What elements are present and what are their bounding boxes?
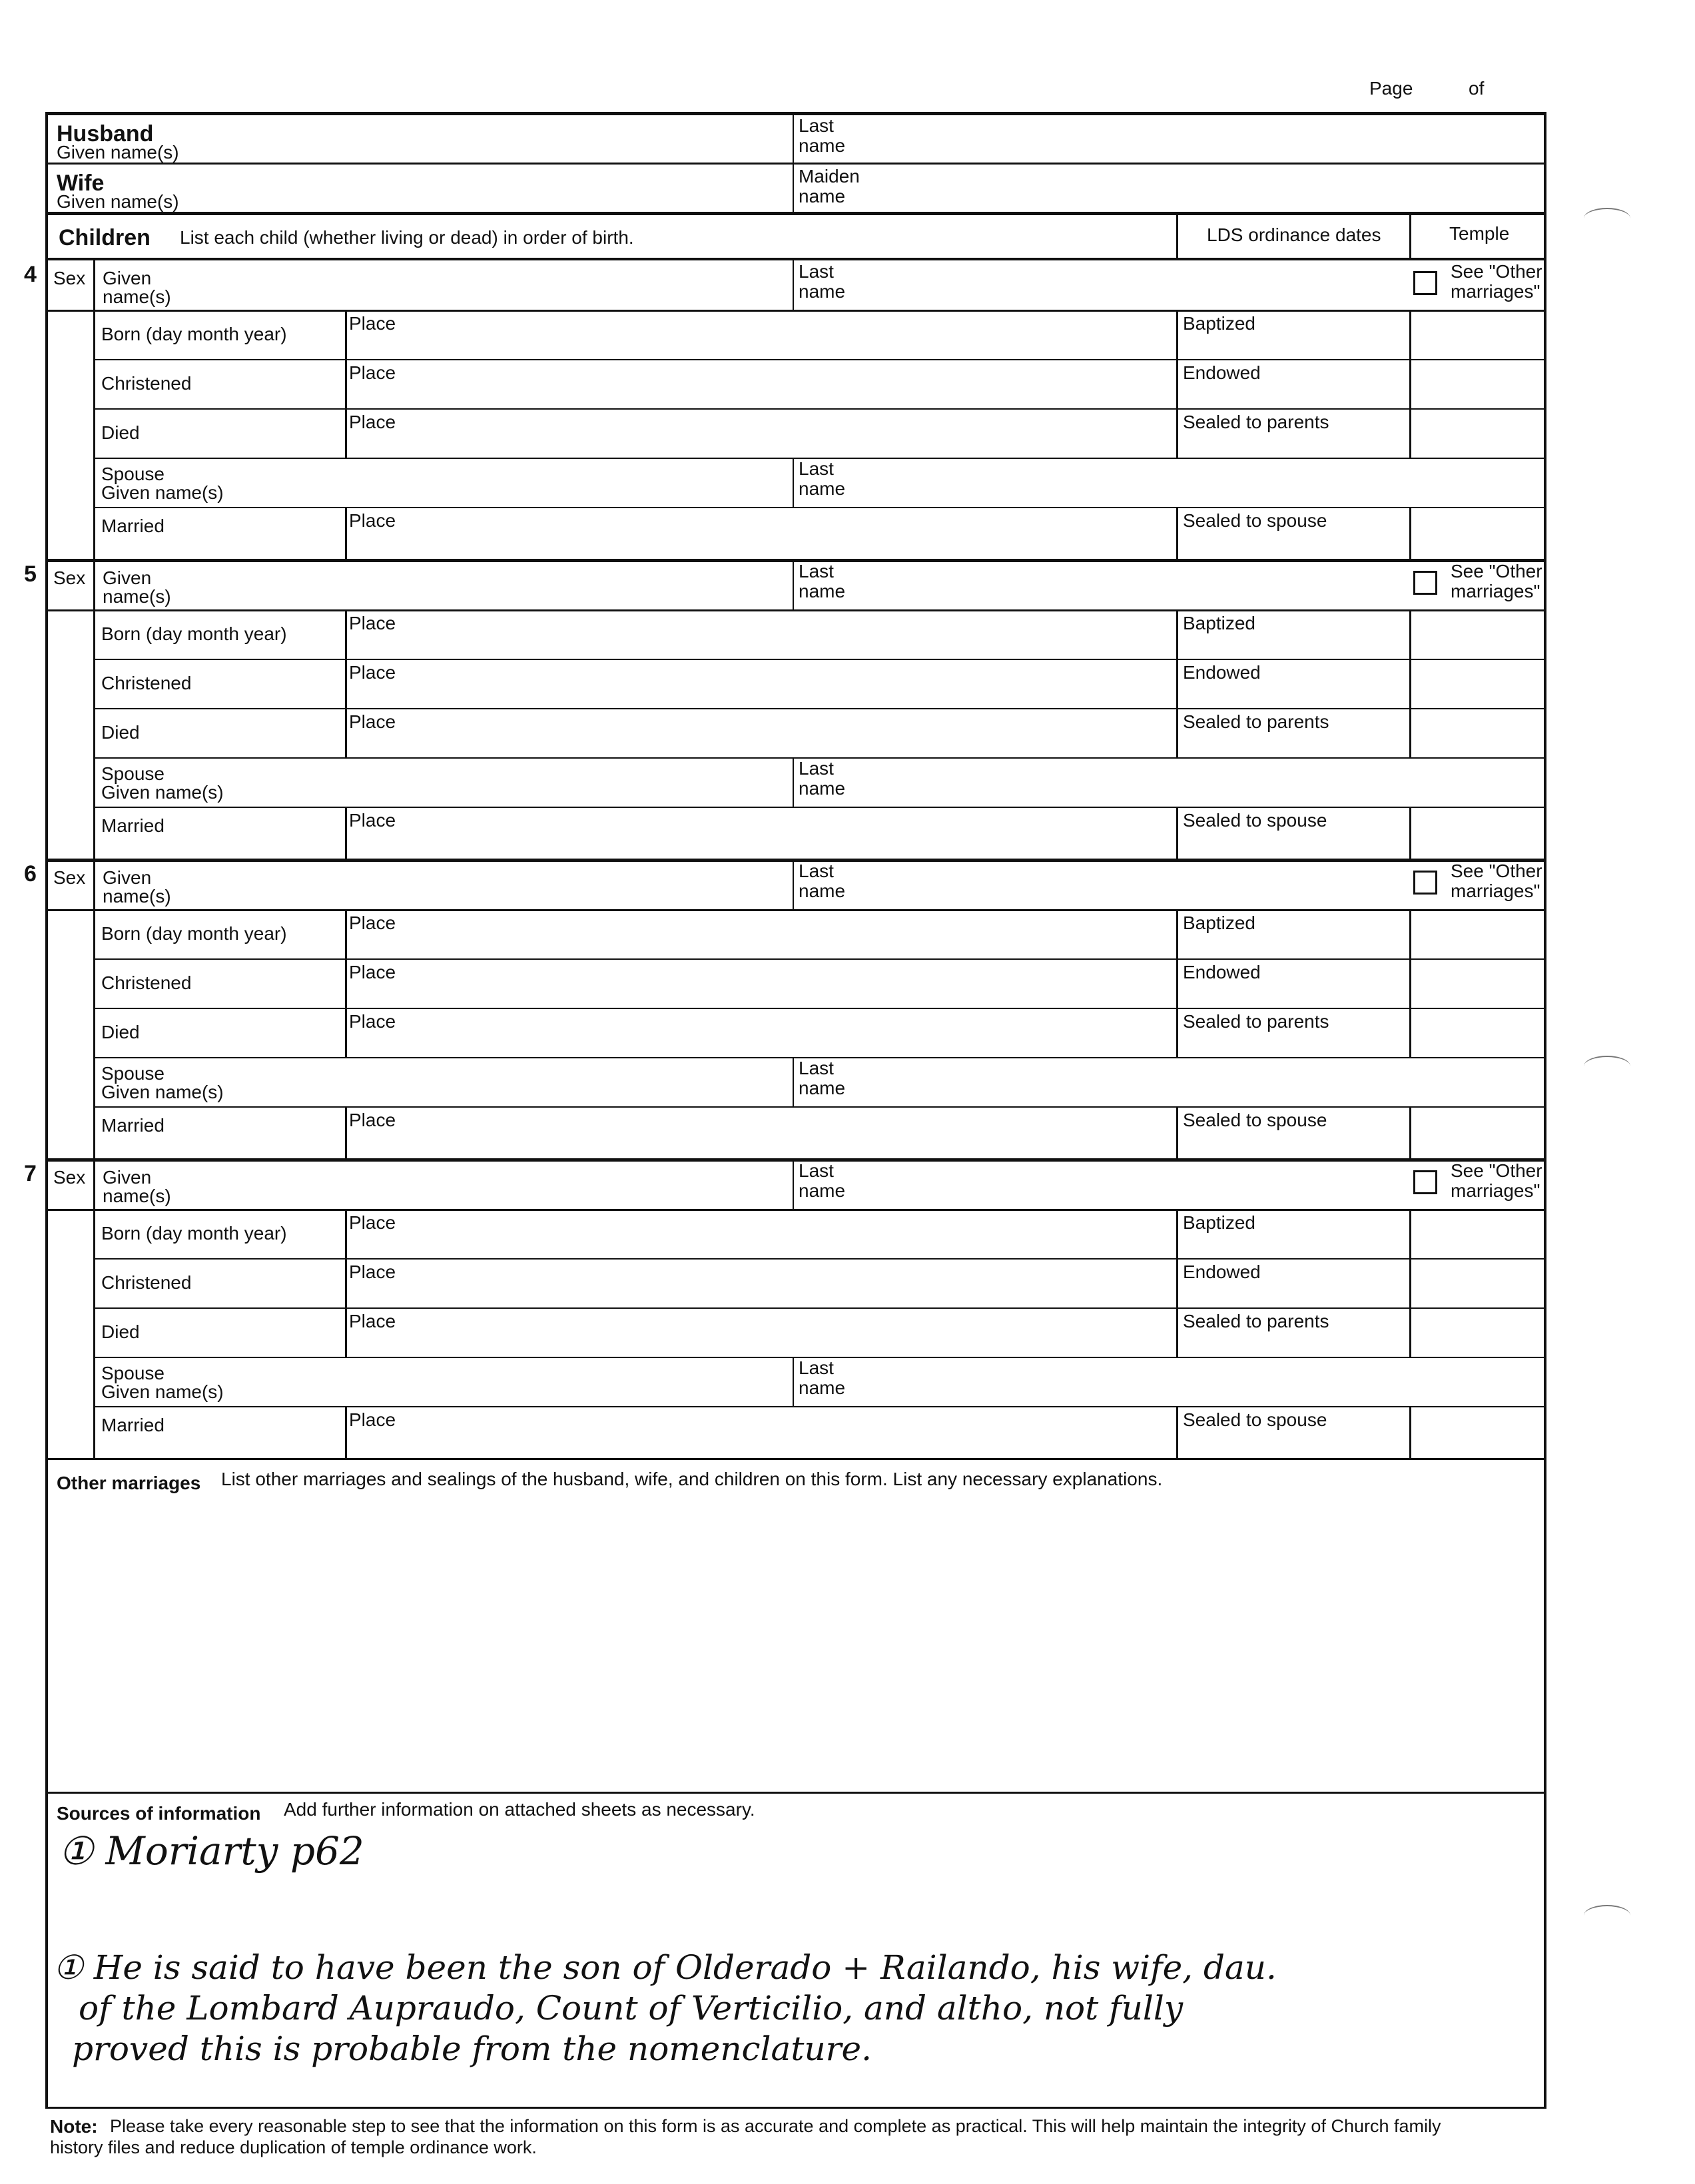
child-5-spouse-last-field[interactable] xyxy=(866,760,1538,804)
child-7-row-line xyxy=(48,1209,1545,1211)
lds-ordinance-header: LDS ordinance dates xyxy=(1207,224,1381,245)
child-6-ordinance-divider xyxy=(1176,909,1178,1057)
note-line-2: history files and reduce duplication of temple ordinance work. xyxy=(50,2137,537,2157)
child-7-endowed-field[interactable] xyxy=(1183,1282,1405,1305)
husband-given-label: Given name(s) xyxy=(57,142,179,163)
child-6-born-place-label: Place xyxy=(349,912,396,933)
child-5-born-place-field[interactable] xyxy=(349,633,1172,656)
wife-maiden-label-2: name xyxy=(799,186,846,206)
child-5-sealed-to-parents-temple-field[interactable] xyxy=(1413,711,1540,755)
child-5-baptized-field[interactable] xyxy=(1183,633,1405,656)
child-6-christened-label: Christened xyxy=(101,972,192,993)
child-7-sealed-to-parents-field[interactable] xyxy=(1183,1331,1405,1354)
child-4-row-line xyxy=(48,310,1545,312)
child-4-spouse-last-label: Last xyxy=(799,458,834,479)
child-7-row-line xyxy=(95,1406,1545,1407)
other-marriages-field[interactable] xyxy=(53,1499,1538,1785)
child-5-last-field[interactable] xyxy=(866,563,1399,607)
child-7-sex-label: Sex xyxy=(53,1167,86,1188)
child-5-spouse-last-divider xyxy=(793,757,794,807)
sources-title: Sources of information xyxy=(57,1803,261,1824)
child-5-born-place-label: Place xyxy=(349,613,396,633)
child-5-row-line xyxy=(95,807,1545,808)
child-4-spouse-label-2: Given name(s) xyxy=(101,482,224,503)
child-6-spouse-given-field[interactable] xyxy=(266,1060,786,1104)
child-6-married-place-label: Place xyxy=(349,1110,396,1130)
child-6-last-label-2: name xyxy=(799,881,846,901)
child-6-baptized-field[interactable] xyxy=(1183,933,1405,956)
husband-last-field[interactable] xyxy=(866,115,1538,161)
child-6-row-line xyxy=(95,958,1545,960)
child-6-sealed-to-spouse-temple-field[interactable] xyxy=(1413,1109,1540,1156)
child-7-married-place-label: Place xyxy=(349,1409,396,1430)
child-4-married-place-label: Place xyxy=(349,510,396,531)
child-6-sealed-to-parents-temple-field[interactable] xyxy=(1413,1010,1540,1054)
child-5-born-label: Born (day month year) xyxy=(101,623,287,644)
child-4-born-label: Born (day month year) xyxy=(101,324,287,344)
child-5-last-label-2: name xyxy=(799,581,846,601)
child-6-spouse-last-label-2: name xyxy=(799,1078,846,1098)
child-6-given-label: Given xyxy=(103,867,152,888)
child-5-given-label: Given xyxy=(103,567,152,588)
child-5-died-place-field[interactable] xyxy=(349,732,1172,755)
child-7-last-field[interactable] xyxy=(866,1162,1399,1206)
child-7-given-field[interactable] xyxy=(200,1162,786,1206)
child-6-sex-label: Sex xyxy=(53,867,86,888)
child-7-given-label: Given xyxy=(103,1167,152,1188)
child-6-divider xyxy=(45,859,1546,862)
child-5-christened-place-label: Place xyxy=(349,662,396,683)
child-4-born-place-field[interactable] xyxy=(349,334,1172,356)
child-4-born-place-label: Place xyxy=(349,313,396,334)
child-7-number: 7 xyxy=(24,1161,37,1186)
child-6-sealed-to-spouse-field[interactable] xyxy=(1183,1130,1405,1156)
child-7-see-other-label: See "Other xyxy=(1451,1160,1542,1181)
child-5-baptized-temple-field[interactable] xyxy=(1413,612,1540,656)
child-4-sealed-to-spouse-label: Sealed to spouse xyxy=(1183,510,1327,531)
child-7-sealed-to-spouse-temple-field[interactable] xyxy=(1413,1409,1540,1455)
handwritten-note-line-2: of the Lombard Aupraudo, Count of Verticilio, and altho, not fully xyxy=(79,1989,1184,2027)
child-6-sealed-spouse-divider xyxy=(1176,1106,1178,1160)
child-4-see-other-label: See "Other xyxy=(1451,261,1542,282)
child-6-row-line xyxy=(95,1008,1545,1009)
child-7-married-place-field[interactable] xyxy=(349,1430,1172,1455)
child-4-christened-place-field[interactable] xyxy=(349,383,1172,406)
child-7-died-label: Died xyxy=(101,1321,140,1342)
child-5-sealed-to-spouse-label: Sealed to spouse xyxy=(1183,810,1327,831)
child-7-christened-label: Christened xyxy=(101,1272,192,1293)
child-6-given-label-2: name(s) xyxy=(103,886,171,907)
child-6-baptized-temple-field[interactable] xyxy=(1413,912,1540,956)
child-5-christened-place-field[interactable] xyxy=(349,683,1172,705)
child-4-row-line xyxy=(95,507,1545,508)
child-5-sealed-to-spouse-field[interactable] xyxy=(1183,831,1405,856)
child-4-other-marriages-checkbox[interactable] xyxy=(1413,271,1437,295)
child-6-spouse-label: Spouse xyxy=(101,1063,165,1084)
wife-maiden-label: Maiden xyxy=(799,166,860,186)
child-4-endowed-label: Endowed xyxy=(1183,362,1261,383)
child-7-spouse-last-field[interactable] xyxy=(866,1359,1538,1403)
child-5-spouse-label: Spouse xyxy=(101,763,165,784)
child-6-died-place-label: Place xyxy=(349,1011,396,1032)
child-5-see-other-label: See "Other xyxy=(1451,561,1542,581)
wife-given-field[interactable] xyxy=(200,165,786,210)
child-7-sealed-to-parents-label: Sealed to parents xyxy=(1183,1311,1329,1331)
child-4-spouse-label: Spouse xyxy=(101,464,165,484)
child-5-died-label: Died xyxy=(101,722,140,743)
child-4-number: 4 xyxy=(24,262,37,287)
child-6-see-other-label-2: marriages" xyxy=(1451,881,1540,901)
child-7-temple-spouse-divider xyxy=(1409,1406,1411,1459)
child-7-sealed-spouse-divider xyxy=(1176,1406,1178,1459)
child-6-sealed-to-spouse-label: Sealed to spouse xyxy=(1183,1110,1327,1130)
child-6-baptized-label: Baptized xyxy=(1183,912,1255,933)
child-7-spouse-given-field[interactable] xyxy=(266,1359,786,1403)
note-title: Note: xyxy=(50,2116,98,2137)
child-4-last-label: Last xyxy=(799,261,834,282)
child-7-see-other-label-2: marriages" xyxy=(1451,1180,1540,1201)
child-5-spouse-label-2: Given name(s) xyxy=(101,782,224,803)
child-4-sex-divider xyxy=(93,260,95,560)
child-7-spouse-last-label: Last xyxy=(799,1357,834,1378)
children-title: Children xyxy=(59,225,151,250)
child-5-died-place-label: Place xyxy=(349,711,396,732)
temple-header: Temple xyxy=(1449,223,1510,244)
child-6-row-line xyxy=(48,909,1545,911)
child-7-christened-place-label: Place xyxy=(349,1262,396,1282)
other-marriages-instruction: List other marriages and sealings of the husband, wife, and children on this form. List any necessary explanations. xyxy=(221,1469,1163,1489)
child-5-sealed-to-parents-field[interactable] xyxy=(1183,732,1405,755)
child-4-married-place-field[interactable] xyxy=(349,531,1172,556)
child-5-sealed-to-spouse-temple-field[interactable] xyxy=(1413,809,1540,856)
child-4-endowed-field[interactable] xyxy=(1183,383,1405,406)
husband-given-field[interactable] xyxy=(200,115,786,161)
child-7-place-divider xyxy=(345,1209,347,1357)
child-7-baptized-label: Baptized xyxy=(1183,1212,1255,1233)
handwritten-source-1: ① Moriarty p62 xyxy=(59,1828,364,1874)
child-4-given-field[interactable] xyxy=(200,263,786,307)
child-5-row-line xyxy=(95,708,1545,709)
child-6-given-field[interactable] xyxy=(200,863,786,907)
child-6-married-place-field[interactable] xyxy=(349,1130,1172,1156)
child-5-temple-spouse-divider xyxy=(1409,807,1411,860)
child-5-christened-label: Christened xyxy=(101,673,192,693)
child-7-born-place-label: Place xyxy=(349,1212,396,1233)
child-5-sex-divider xyxy=(93,560,95,860)
child-7-married-label: Married xyxy=(101,1415,165,1435)
child-7-last-divider xyxy=(793,1160,794,1209)
child-7-sealed-to-spouse-label: Sealed to spouse xyxy=(1183,1409,1327,1430)
child-6-endowed-field[interactable] xyxy=(1183,982,1405,1005)
children-instruction: List each child (whether living or dead) in order of birth. xyxy=(180,227,634,248)
child-4-row-line xyxy=(95,359,1545,360)
child-5-spouse-last-label-2: name xyxy=(799,778,846,799)
child-5-married-place-divider xyxy=(345,807,347,860)
child-6-sealed-to-parents-field[interactable] xyxy=(1183,1032,1405,1054)
child-5-given-label-2: name(s) xyxy=(103,586,171,607)
child-4-christened-place-label: Place xyxy=(349,362,396,383)
child-5-spouse-last-label: Last xyxy=(799,758,834,779)
child-5-given-field[interactable] xyxy=(200,563,786,607)
child-6-sex-divider xyxy=(93,860,95,1160)
child-7-spouse-last-divider xyxy=(793,1357,794,1406)
husband-last-label-2: name xyxy=(799,135,846,156)
child-5-sealed-to-parents-label: Sealed to parents xyxy=(1183,711,1329,732)
child-7-endowed-temple-field[interactable] xyxy=(1413,1261,1540,1305)
child-4-temple-divider xyxy=(1409,310,1411,458)
child-4-sealed-to-parents-field[interactable] xyxy=(1183,432,1405,455)
child-6-temple-spouse-divider xyxy=(1409,1106,1411,1160)
child-5-sex-label: Sex xyxy=(53,567,86,588)
sources-instruction: Add further information on attached sheets as necessary. xyxy=(284,1799,755,1820)
child-6-temple-divider xyxy=(1409,909,1411,1057)
child-7-row-line xyxy=(95,1258,1545,1260)
child-4-last-divider xyxy=(793,260,794,310)
child-6-number: 6 xyxy=(24,861,37,887)
child-4-last-field[interactable] xyxy=(866,263,1399,307)
child-4-sealed-spouse-divider xyxy=(1176,507,1178,560)
child-4-christened-label: Christened xyxy=(101,373,192,394)
child-5-last-divider xyxy=(793,560,794,609)
child-4-sealed-to-parents-label: Sealed to parents xyxy=(1183,412,1329,432)
child-6-place-divider xyxy=(345,909,347,1057)
child-5-ordinance-divider xyxy=(1176,609,1178,757)
child-5-married-label: Married xyxy=(101,815,165,836)
child-5-sealed-spouse-divider xyxy=(1176,807,1178,860)
child-4-spouse-given-field[interactable] xyxy=(266,460,786,504)
child-4-sealed-to-parents-temple-field[interactable] xyxy=(1413,411,1540,455)
child-6-spouse-last-field[interactable] xyxy=(866,1060,1538,1104)
child-7-baptized-temple-field[interactable] xyxy=(1413,1212,1540,1256)
child-6-born-label: Born (day month year) xyxy=(101,923,287,944)
child-7-endowed-label: Endowed xyxy=(1183,1262,1261,1282)
child-4-place-divider xyxy=(345,310,347,458)
child-6-died-place-field[interactable] xyxy=(349,1032,1172,1054)
child-4-given-label: Given xyxy=(103,268,152,288)
child-7-sex-divider xyxy=(93,1160,95,1459)
child-4-baptized-temple-field[interactable] xyxy=(1413,312,1540,356)
child-4-spouse-last-field[interactable] xyxy=(866,460,1538,504)
child-4-last-label-2: name xyxy=(799,281,846,302)
child-4-died-label: Died xyxy=(101,422,140,443)
child-4-temple-spouse-divider xyxy=(1409,507,1411,560)
child-5-endowed-field[interactable] xyxy=(1183,683,1405,705)
child-7-spouse-label: Spouse xyxy=(101,1363,165,1383)
child-4-sealed-to-spouse-field[interactable] xyxy=(1183,531,1405,556)
other-marriages-title: Other marriages xyxy=(57,1473,201,1493)
child-4-baptized-label: Baptized xyxy=(1183,313,1255,334)
child-7-died-place-field[interactable] xyxy=(349,1331,1172,1354)
child-7-ordinance-divider xyxy=(1176,1209,1178,1357)
child-4-spouse-last-divider xyxy=(793,458,794,507)
child-4-sealed-to-spouse-temple-field[interactable] xyxy=(1413,510,1540,556)
child-6-endowed-temple-field[interactable] xyxy=(1413,961,1540,1005)
child-7-last-label: Last xyxy=(799,1160,834,1181)
child-4-given-label-2: name(s) xyxy=(103,286,171,307)
child-7-born-label: Born (day month year) xyxy=(101,1223,287,1244)
child-7-sealed-to-parents-temple-field[interactable] xyxy=(1413,1310,1540,1354)
handwritten-note-line-1: ① He is said to have been the son of Olderado + Railando, his wife, dau. xyxy=(53,1948,1277,1987)
child-4-died-place-field[interactable] xyxy=(349,432,1172,455)
child-6-christened-place-field[interactable] xyxy=(349,982,1172,1005)
child-6-endowed-label: Endowed xyxy=(1183,962,1261,982)
child-5-row-line xyxy=(95,659,1545,660)
child-6-sealed-to-parents-label: Sealed to parents xyxy=(1183,1011,1329,1032)
child-7-other-marriages-checkbox[interactable] xyxy=(1413,1170,1437,1194)
child-5-married-place-label: Place xyxy=(349,810,396,831)
child-7-born-place-field[interactable] xyxy=(349,1233,1172,1256)
child-7-row-line xyxy=(95,1307,1545,1309)
child-7-died-place-label: Place xyxy=(349,1311,396,1331)
child-7-given-label-2: name(s) xyxy=(103,1186,171,1206)
wife-title: Wife xyxy=(57,171,105,196)
child-4-married-place-divider xyxy=(345,507,347,560)
husband-title: Husband xyxy=(57,121,154,147)
child-6-spouse-last-label: Last xyxy=(799,1058,834,1078)
child-6-last-divider xyxy=(793,860,794,909)
wife-maiden-field[interactable] xyxy=(866,165,1538,210)
child-7-sealed-to-spouse-field[interactable] xyxy=(1183,1430,1405,1455)
child-4-married-label: Married xyxy=(101,516,165,536)
child-6-row-line xyxy=(95,1106,1545,1108)
husband-last-label: Last xyxy=(799,115,834,136)
child-7-last-label-2: name xyxy=(799,1180,846,1201)
children-bottom-line xyxy=(45,1458,1546,1460)
child-5-place-divider xyxy=(345,609,347,757)
child-5-endowed-temple-field[interactable] xyxy=(1413,661,1540,705)
child-6-last-label: Last xyxy=(799,861,834,881)
child-6-married-place-divider xyxy=(345,1106,347,1160)
child-5-spouse-given-field[interactable] xyxy=(266,760,786,804)
child-4-see-other-label-2: marriages" xyxy=(1451,281,1540,302)
child-7-divider xyxy=(45,1158,1546,1162)
child-6-christened-place-label: Place xyxy=(349,962,396,982)
child-7-christened-place-field[interactable] xyxy=(349,1282,1172,1305)
child-4-ordinance-divider xyxy=(1176,310,1178,458)
child-5-baptized-label: Baptized xyxy=(1183,613,1255,633)
note-line-1: Please take every reasonable step to see that the information on this form is as accurate and complete as practical. This will help maintain the integrity of Church family xyxy=(110,2116,1441,2136)
child-5-other-marriages-checkbox[interactable] xyxy=(1413,571,1437,595)
child-6-married-label: Married xyxy=(101,1115,165,1136)
child-5-last-label: Last xyxy=(799,561,834,581)
child-5-see-other-label-2: marriages" xyxy=(1451,581,1540,601)
child-6-died-label: Died xyxy=(101,1022,140,1042)
child-4-died-place-label: Place xyxy=(349,412,396,432)
child-4-row-line xyxy=(95,408,1545,410)
child-7-married-place-divider xyxy=(345,1406,347,1459)
child-4-sex-label: Sex xyxy=(53,268,86,288)
child-6-other-marriages-checkbox[interactable] xyxy=(1413,871,1437,895)
child-5-married-place-field[interactable] xyxy=(349,831,1172,856)
child-6-spouse-label-2: Given name(s) xyxy=(101,1082,224,1102)
child-6-born-place-field[interactable] xyxy=(349,933,1172,956)
child-7-spouse-label-2: Given name(s) xyxy=(101,1381,224,1402)
child-5-number: 5 xyxy=(24,561,37,587)
child-6-spouse-last-divider xyxy=(793,1057,794,1106)
child-4-spouse-last-label-2: name xyxy=(799,478,846,499)
page-label: Page xyxy=(1369,78,1413,99)
child-4-baptized-field[interactable] xyxy=(1183,334,1405,356)
child-6-see-other-label: See "Other xyxy=(1451,861,1542,881)
child-7-baptized-field[interactable] xyxy=(1183,1233,1405,1256)
child-5-divider xyxy=(45,559,1546,562)
child-5-temple-divider xyxy=(1409,609,1411,757)
child-4-endowed-temple-field[interactable] xyxy=(1413,362,1540,406)
child-5-endowed-label: Endowed xyxy=(1183,662,1261,683)
child-7-spouse-last-label-2: name xyxy=(799,1377,846,1398)
child-5-row-line xyxy=(48,609,1545,611)
handwritten-note-line-3: proved this is probable from the nomenclature. xyxy=(72,2029,872,2068)
child-6-last-field[interactable] xyxy=(866,863,1399,907)
child-7-temple-divider xyxy=(1409,1209,1411,1357)
wife-given-label: Given name(s) xyxy=(57,191,179,212)
of-label: of xyxy=(1469,78,1485,99)
